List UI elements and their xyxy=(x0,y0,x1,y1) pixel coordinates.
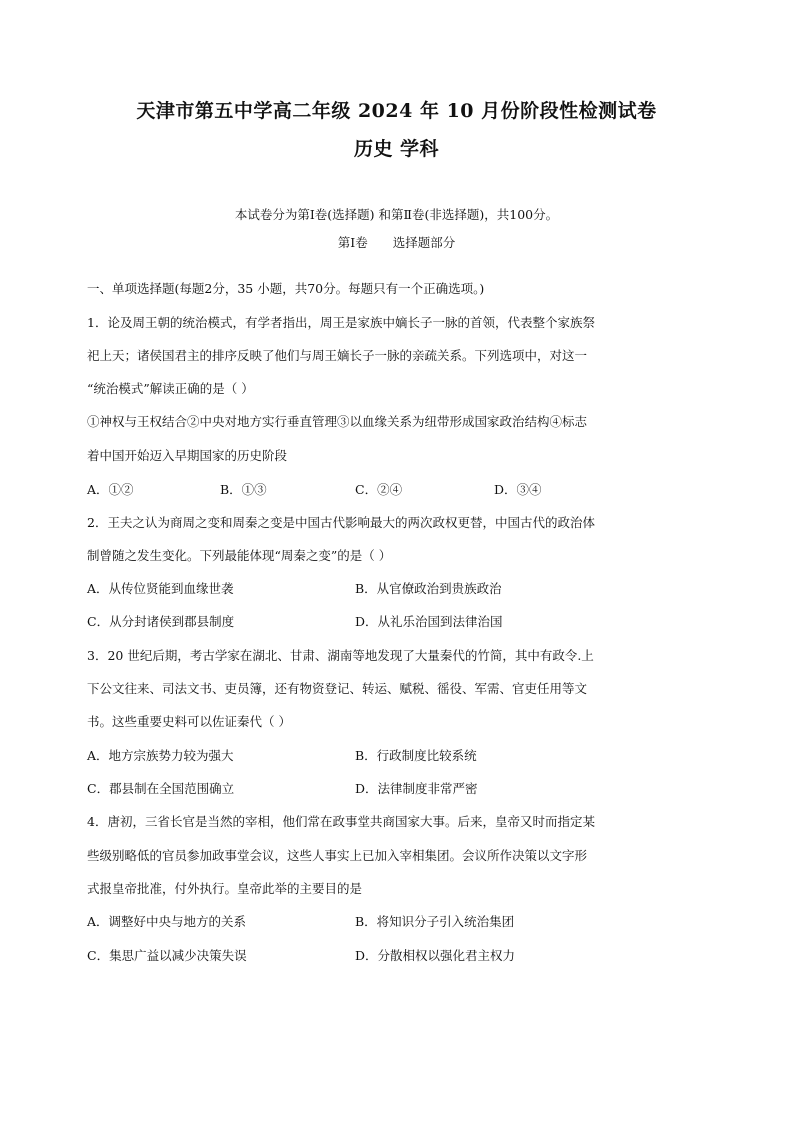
option-c: C．集思广益以减少决策失误 xyxy=(87,948,247,963)
question-line: 祀上天；诸侯国君主的排序反映了他们与周王嫡长子一脉的亲疏关系。下列选项中，对这一 xyxy=(87,348,588,363)
option-c: C．郡县制在全国范围确立 xyxy=(87,781,235,796)
option-b: B．行政制度比较系统 xyxy=(355,748,477,763)
question-line: 着中国开始迈入早期国家的历史阶段 xyxy=(87,448,288,463)
option-a: A．地方宗族势力较为强大 xyxy=(87,748,234,763)
question-line: 书。这些重要史料可以佐证秦代（ ） xyxy=(87,714,291,729)
option-c: C．②④ xyxy=(355,482,403,497)
option-d: D．分散相权以强化君主权力 xyxy=(355,948,516,963)
option-b: B．将知识分子引入统治集团 xyxy=(355,914,515,929)
option-c: C．从分封诸侯到郡县制度 xyxy=(87,614,235,629)
question-line: 2．王夫之认为商周之变和周秦之变是中国古代影响最大的两次政权更替，中国古代的政治体 xyxy=(87,515,595,530)
option-d: D．法律制度非常严密 xyxy=(355,781,478,796)
option-b: B．从官僚政治到贵族政治 xyxy=(355,581,502,596)
exam-title: 天津市第五中学高二年级 2024 年 10 月份阶段性检测试卷 xyxy=(136,100,657,122)
question-line: 3．20 世纪后期，考古学家在湖北、甘肃、湖南等地发现了大量秦代的竹简，其中有政令.上 xyxy=(87,648,594,663)
question-line: 1．论及周王朝的统治模式，有学者指出，周王是家族中嫡长子一脉的首领，代表整个家族祭 xyxy=(87,315,595,330)
question-line: 些级别略低的官员参加政事堂会议，这些人事实上已加入宰相集团。会议所作决策以文字形 xyxy=(87,848,588,863)
part-heading: 第Ⅰ卷 选择题部分 xyxy=(337,235,456,250)
option-a: A．①② xyxy=(87,482,134,497)
subject-title: 历史 学科 xyxy=(353,138,440,160)
option-d: D．从礼乐治国到法律治国 xyxy=(355,614,503,629)
question-line: 制曾随之发生变化。下列最能体现“周秦之变”的是（ ） xyxy=(87,548,392,563)
paper-note: 本试卷分为第Ⅰ卷(选择题) 和第Ⅱ卷(非选择题)，共100分。 xyxy=(234,207,559,222)
option-d: D．③④ xyxy=(494,482,542,497)
question-line: 4．唐初，三省长官是当然的宰相，他们常在政事堂共商国家大事。后来，皇帝又时而指定某 xyxy=(87,814,595,829)
question-line: ①神权与王权结合②中央对地方实行垂直管理③以血缘关系为纽带形成国家政治结构④标志 xyxy=(87,414,588,429)
question-line: 下公文往来、司法文书、吏员簿，还有物资登记、转运、赋税、徭役、军需、官吏任用等文 xyxy=(87,681,588,696)
option-a: A．从传位贤能到血缘世袭 xyxy=(87,581,234,596)
option-a: A．调整好中央与地方的关系 xyxy=(87,914,247,929)
question-line: 式报皇帝批准，付外执行。皇帝此举的主要目的是 xyxy=(87,881,363,896)
section-heading: 一、单项选择题(每题2分，35 小题，共70分。每题只有一个正确选项。) xyxy=(87,281,485,296)
question-line: “统治模式”解读正确的是（ ） xyxy=(87,381,254,396)
option-b: B．①③ xyxy=(220,482,267,497)
